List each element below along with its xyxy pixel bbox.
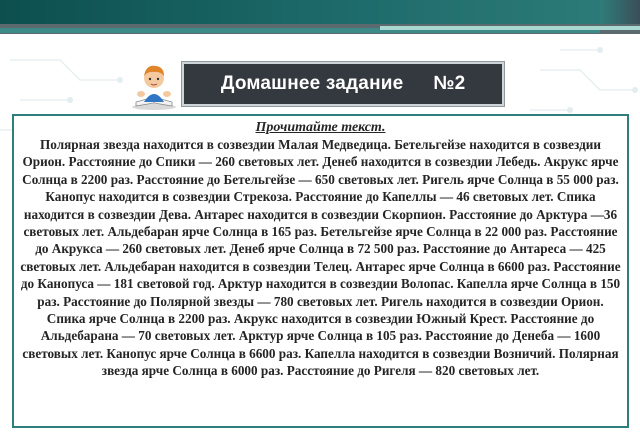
homework-title: Домашнее задание — [220, 73, 404, 94]
homework-title-box — [182, 62, 504, 106]
reading-text: Полярная звезда находится в созвездии Малая Медведица. Бетельгейзе находится в созвездии Орион. Расстояние до Спики — 260 световых лет. Денеб находится в созвездии Лебедь. Акрукс ярче Солнца в 2200 раз. Расстояние до Бетельгейзе — 650 световых лет. Ригель ярче Солнца в 55 000 раз. Канопус находится в созвездии Стрекоза. Расстояние до Капеллы — 46 световых лет. Спика находится в созвездии Дева. Антарес находится в созвездии Скорпион. Расстояние до Арктура —36 световых лет. Альдебаран ярче Солнца в 165 раз. Бетельгейзе ярче Солнца в 22 000 раз. Расстояние до Акрукса — 260 световых лет. Денеб ярче Солнца в 72 500 раз. Расстояние до Антареса — 425 световых лет. Альдебаран находится в созвездии Телец. Антарес ярче Солнца в 6600 раз. Расстояние до Канопуса — 181 световой год. Арктур находится в созвездии Волопас. Капелла ярче Солнца в 150 раз. Расстояние до Полярной звезды — 780 световых лет. Ригель находится в созвездии Орион. Спика ярче Солнца в 2200 раз. Акрукс находится в созвездии Южный Крест. Расстояние до Альдебарана — 70 световых лет. Арктур ярче Солнца в 105 раз. Расстояние до Денеба — 1600 световых лет. Канопус ярче Солнца в 6600 раз. Капелла находится в созвездии Возничий. Полярная звезда ярче Солнца в 6000 раз. Расстояние до Ригеля — 820 световых лет. — [20, 137, 621, 379]
text-content — [14, 120, 627, 380]
top-decor-bar — [0, 0, 640, 24]
top-decor-accent — [600, 0, 640, 24]
text-frame — [12, 114, 629, 428]
student-reading-illustration — [130, 58, 178, 110]
homework-number: №2 — [433, 73, 466, 94]
decor-stripe-mint — [380, 26, 640, 30]
reading-instruction: Прочитайте текст. — [255, 120, 386, 135]
